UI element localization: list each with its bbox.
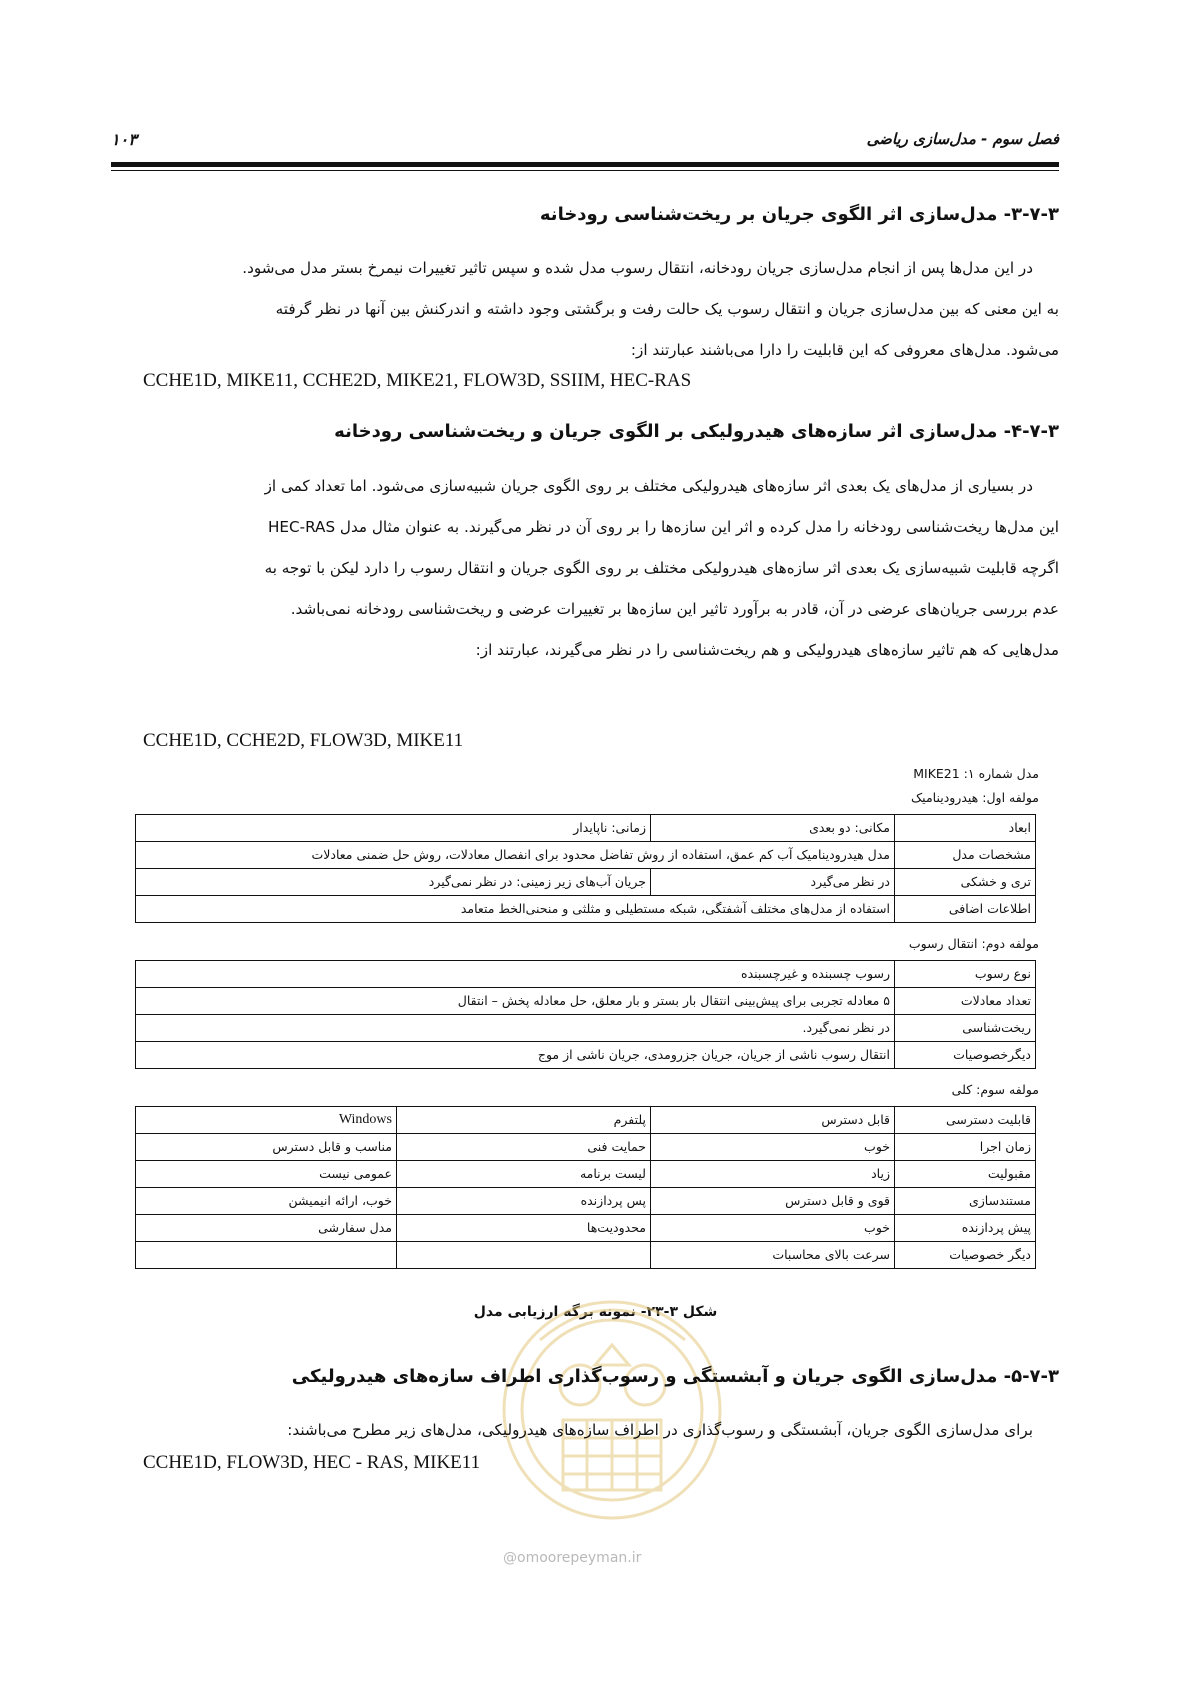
section-paragraph: [117, 1410, 1059, 1451]
table-cell: خوب: [651, 1215, 895, 1242]
table-cell: انتقال رسوب ناشی از جریان، جریان جزرومدی، جریان ناشی از موج: [136, 1042, 895, 1069]
table-row: [136, 988, 1036, 1015]
row-label: قابلیت دسترسی: [895, 1107, 1036, 1134]
table-cell: زمانی: ناپایدار: [136, 815, 651, 842]
table-row: [136, 1042, 1036, 1069]
section-paragraph: [117, 248, 1059, 371]
table-cell: لیست برنامه: [397, 1161, 651, 1188]
table-cell: مدل هیدرودینامیک آب کم عمق، استفاده از روش تفاضل محدود برای انفصال معادلات، روش حل ضمنی معادلات: [136, 842, 895, 869]
logo-seal-icon: [495, 1270, 730, 1545]
sediment-table: [135, 960, 1036, 1069]
section-3-7-4: [117, 421, 1059, 442]
table-row: [136, 842, 1036, 869]
row-label: نوع رسوب: [895, 961, 1036, 988]
table-cell: استفاده از مدل‌های مختلف آشفتگی، شبکه مستطیلی و مثلثی و منحنی‌الخط متعامد: [136, 896, 895, 923]
chapter-title: فصل سوم - مدل‌سازی ریاضی: [866, 130, 1059, 148]
table-cell: خوب، ارائه انیمیشن: [136, 1188, 397, 1215]
table-row: [136, 869, 1036, 896]
table-cell: قوی و قابل دسترس: [651, 1188, 895, 1215]
table-cell: خوب: [651, 1134, 895, 1161]
header-rule-thin: [111, 170, 1059, 171]
section-heading: ۴-۷-۳- مدل‌سازی اثر سازه‌های هیدرولیکی بر الگوی جریان و ریخت‌شناسی رودخانه: [334, 421, 1059, 442]
table-row: [136, 1242, 1036, 1269]
page-number: ۱۰۳: [111, 130, 137, 149]
paragraph-line: برای مدل‌سازی الگوی جریان، آبشستگی و رسوب‌گذاری در اطراف سازه‌های هیدرولیکی، مدل‌های زیر مطرح می‌باشند:: [287, 1421, 1033, 1439]
model-list: CCHE1D, MIKE11, CCHE2D, MIKE21, FLOW3D, SSIIM, HEC-RAS: [143, 370, 692, 391]
row-label: مشخصات مدل: [895, 842, 1036, 869]
row-label: مستندسازی: [895, 1188, 1036, 1215]
table-cell: سرعت بالای محاسبات: [651, 1242, 895, 1269]
component-label: مولفه دوم: انتقال رسوب: [908, 936, 1039, 951]
row-label: ابعاد: [895, 815, 1036, 842]
section-paragraph: [117, 466, 1059, 671]
table-cell: ۵ معادله تجربی برای پیش‌بینی انتقال بار بستر و بار معلق، حل معادله پخش – انتقال: [136, 988, 895, 1015]
section-heading: ۵-۷-۳- مدل‌سازی الگوی جریان و آبشستگی و رسوب‌گذاری اطراف سازه‌های هیدرولیکی: [291, 1366, 1059, 1387]
table-row: [136, 1015, 1036, 1042]
row-label: زمان اجرا: [895, 1134, 1036, 1161]
table-row: [136, 1161, 1036, 1188]
section-heading: ۳-۷-۳- مدل‌سازی اثر الگوی جریان بر ریخت‌شناسی رودخانه: [539, 204, 1059, 225]
paragraph-line: در این مدل‌ها پس از انجام مدل‌سازی جریان رودخانه، انتقال رسوب مدل شده و سپس تاثیر تغییرات نیمرخ بستر مدل می‌شود.: [242, 259, 1033, 277]
table-cell: رسوب چسبنده و غیرچسبنده: [136, 961, 895, 988]
component-label: مولفه سوم: کلی: [951, 1082, 1039, 1097]
paragraph-line: مدل‌هایی که هم تاثیر سازه‌های هیدرولیکی و هم ریخت‌شناسی را در نظر می‌گیرند، عبارتند از:: [475, 641, 1059, 659]
section-3-7-3: [117, 204, 1059, 225]
table-row: [136, 1134, 1036, 1161]
table-cell: عمومی نیست: [136, 1161, 397, 1188]
row-label: ریخت‌شناسی: [895, 1015, 1036, 1042]
model-number-label: مدل شماره ۱: MIKE21: [913, 766, 1039, 781]
row-label: پیش پردازنده: [895, 1215, 1036, 1242]
row-label: تری و خشکی: [895, 869, 1036, 896]
component-label: مولفه اول: هیدرودینامیک: [910, 790, 1039, 805]
table-cell: قابل دسترس: [651, 1107, 895, 1134]
table-cell: مکانی: دو بعدی: [651, 815, 895, 842]
table-cell: در نظر می‌گیرد: [651, 869, 895, 896]
table-row: [136, 815, 1036, 842]
table-cell: Windows: [136, 1107, 397, 1134]
paragraph-line: این مدل‌ها ریخت‌شناسی رودخانه را مدل کرده و اثر این سازه‌ها را بر روی آن در نظر می‌گیرند. به عنوان مثال مدل HEC-RAS: [268, 518, 1059, 536]
table-row: [136, 961, 1036, 988]
paragraph-line: عدم بررسی جریان‌های عرضی در آن، قادر به برآورد تاثیر این سازه‌ها بر تغییرات عرضی و ریخت‌شناسی رودخانه نمی‌باشد.: [290, 600, 1059, 618]
table-row: [136, 1188, 1036, 1215]
model-list: CCHE1D, CCHE2D, FLOW3D, MIKE11: [143, 730, 464, 751]
table-row: [136, 896, 1036, 923]
running-header: [111, 128, 1059, 162]
table-cell: حمایت فنی: [397, 1134, 651, 1161]
table-cell: [136, 1242, 397, 1269]
row-label: تعداد معادلات: [895, 988, 1036, 1015]
row-label: اطلاعات اضافی: [895, 896, 1036, 923]
table-cell: محدودیت‌ها: [397, 1215, 651, 1242]
watermark-text: @omoorepeyman.ir: [503, 1550, 642, 1566]
paragraph-line: می‌شود. مدل‌های معروفی که این قابلیت را دارا می‌باشند عبارتند از:: [630, 341, 1059, 359]
row-label: دیگرخصوصیات: [895, 1042, 1036, 1069]
row-label: دیگر خصوصیات: [895, 1242, 1036, 1269]
model-list: CCHE1D, FLOW3D, HEC - RAS, MIKE11: [143, 1452, 481, 1473]
figure-caption: شکل ۳-۲۳- نمونه برگه ارزیابی مدل: [473, 1304, 718, 1320]
paragraph-line: به این معنی که بین مدل‌سازی جریان و انتقال رسوب یک حالت رفت و برگشتی وجود داشته و اندرکنش بین آنها در نظر گرفته: [275, 300, 1059, 318]
table-row: [136, 1107, 1036, 1134]
table-cell: مناسب و قابل دسترس: [136, 1134, 397, 1161]
general-table: [135, 1106, 1036, 1269]
paragraph-line: در بسیاری از مدل‌های یک بعدی اثر سازه‌های هیدرولیکی مختلف بر روی الگوی جریان شبیه‌سازی می‌شود. اما تعداد کمی از: [264, 477, 1033, 495]
table-cell: پس پردازنده: [397, 1188, 651, 1215]
row-label: مقبولیت: [895, 1161, 1036, 1188]
paragraph-line: اگرچه قابلیت شبیه‌سازی یک بعدی اثر سازه‌های هیدرولیکی مختلف بر روی الگوی جریان و انتقال رسوب را دارد لیکن با توجه به: [264, 559, 1059, 577]
table-cell: [397, 1242, 651, 1269]
table-cell: پلتفرم: [397, 1107, 651, 1134]
table-cell: جریان آب‌های زیر زمینی: در نظر نمی‌گیرد: [136, 869, 651, 896]
hydrodynamic-table: [135, 814, 1036, 923]
table-row: [136, 1215, 1036, 1242]
header-rule-thick: [111, 162, 1059, 167]
table-cell: در نظر نمی‌گیرد.: [136, 1015, 895, 1042]
table-cell: زیاد: [651, 1161, 895, 1188]
table-cell: مدل سفارشی: [136, 1215, 397, 1242]
section-3-7-5: [117, 1366, 1059, 1387]
